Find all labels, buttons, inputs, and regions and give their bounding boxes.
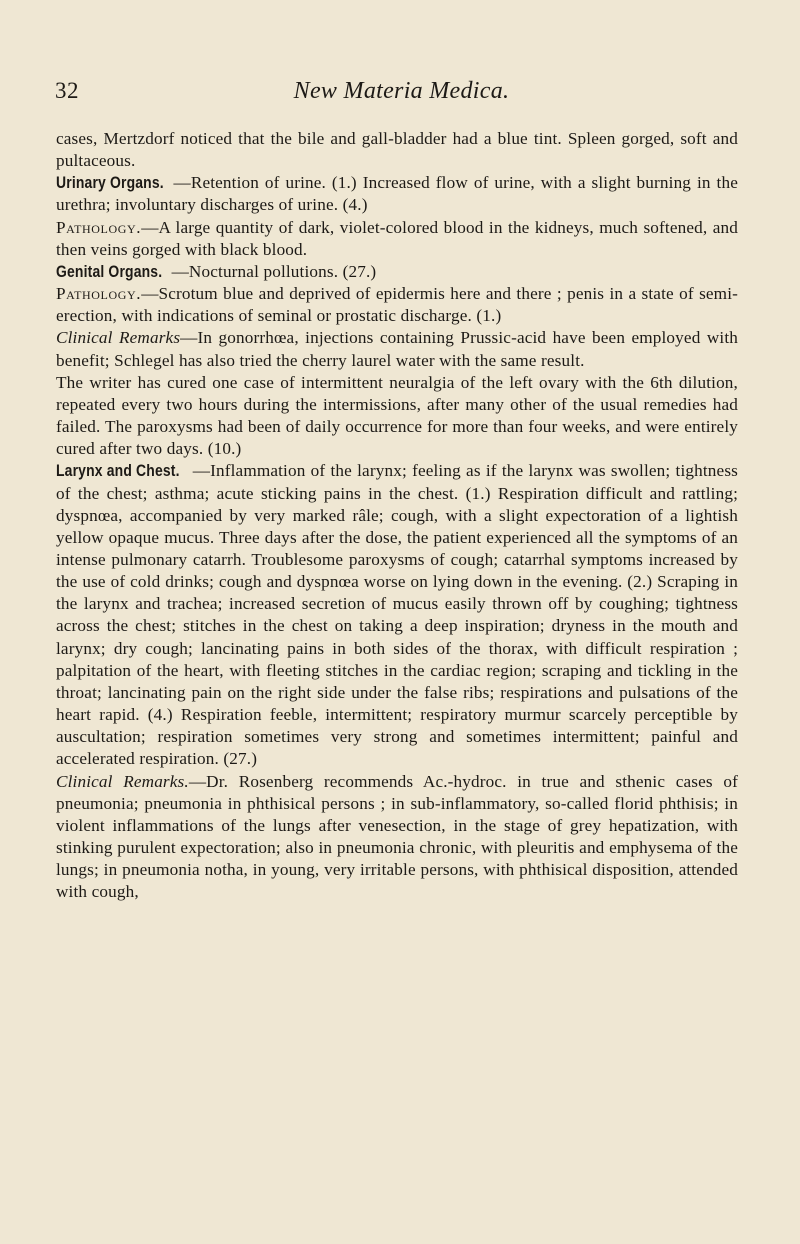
paragraph-spleen	[56, 128, 738, 172]
paragraph-ovary-case	[56, 372, 738, 461]
section-heading-larynx-and-chest: Larynx and Chest.	[56, 461, 180, 481]
paragraph-genital-organs	[56, 261, 738, 283]
paragraph-urinary-organs	[56, 172, 738, 216]
subheading-clinical-remarks: Clinical Remarks.	[56, 771, 189, 791]
section-heading-urinary-organs: Urinary Organs.	[56, 173, 164, 193]
paragraph-pathology-genital	[56, 283, 738, 327]
paragraph-clinical-remarks-genital	[56, 327, 738, 371]
paragraph-text: —Retention of urine. (1.) Increased flow of urine, with a slight burning in the urethra; involuntary discharges of urine. (4.)	[56, 173, 738, 215]
page-number: 32	[55, 78, 79, 103]
subheading-pathology: Pathology.	[56, 217, 142, 237]
paragraph-text: —In gonorrhœa, injections containing Prussic-acid have been employed with benefit; Schlegel has also tried the cherry laurel water with the same result.	[56, 328, 738, 370]
paragraph-text: —A large quantity of dark, violet-colored blood in the kidneys, much softened, and then veins gorged with black blood.	[56, 217, 738, 259]
paragraph-text: —Inflammation of the larynx; feeling as if the larynx was swollen; tightness of the chest; asthma; acute sticking pains in the chest. (1.) Respiration difficult and rattling; dyspnœa, accompanied by very marked râle; cough, with a slight expectoration of a lightish yellow opaque mucus. Three days after the dose, the patient experienced all the symptoms of an intense pulmonary catarrh. Troublesome paroxysms of cough; catarrhal symptoms increased by the use of cold drinks; cough and dyspnœa worse on lying down in the evening. (2.) Scraping in the larynx and trachea; increased secretion of mucus easily thrown off by coughing; tightness across the chest; stitches in the chest on taking a deep inspiration; dryness in the mouth and larynx; dry cough; lancinating pains in both sides of the thorax, with difficult respiration ; palpitation of the heart, with fleeting stitches in the cardiac region; scraping and tickling in the throat; lancinating pain on the right side under the false ribs; respirations and pulsations of the heart rapid. (4.) Respiration feeble, intermittent; respiratory murmur scarcely perceptible by auscultation; respiration sometimes very strong and sometimes intermittent; painful and accelerated respiration. (27.)	[56, 461, 738, 769]
paragraph-text: —Nocturnal pollutions. (27.)	[171, 261, 377, 281]
subheading-pathology: Pathology.	[56, 284, 142, 304]
paragraph-pathology-urinary	[56, 217, 738, 261]
section-heading-genital-organs: Genital Organs.	[56, 261, 163, 281]
paragraph-text: —Dr. Rosenberg recommends Ac.-hydroc. in true and sthenic cases of pneumonia; pneumonia in phthisical persons ; in sub-inflammatory, so-called florid phthisis; in violent inflammations of the lungs after venesection, in the stage of grey hepatization, with stinking purulent expectoration; also in pneumonia chronic, with pleuritis and emphysema of the lungs; in pneumonia notha, in young, very irritable persons, with phthisical disposition, attended with cough,	[56, 771, 738, 902]
paragraph-text: —Scrotum blue and deprived of epidermis here and there ; penis in a state of semi-erection, with indications of seminal or prostatic discharge. (1.)	[56, 284, 738, 326]
subheading-clinical-remarks: Clinical Remarks	[56, 328, 181, 348]
paragraph-clinical-remarks-chest	[56, 771, 738, 904]
paragraph-text: The writer has cured one case of intermittent neuralgia of the left ovary with the 6th dilution, repeated every two hours during the intermissions, after many other of the usual remedies had failed. The paroxysms had been of daily occurrence for more than four weeks, and were entirely cured after two days. (10.)	[56, 372, 738, 459]
running-title: New Materia Medica.	[293, 78, 510, 104]
body-text	[56, 128, 738, 903]
paragraph-text: cases, Mertzdorf noticed that the bile and gall-bladder had a blue tint. Spleen gorged, soft and pultaceous.	[56, 129, 738, 171]
paragraph-larynx-and-chest	[56, 460, 738, 770]
page-header	[55, 78, 748, 108]
